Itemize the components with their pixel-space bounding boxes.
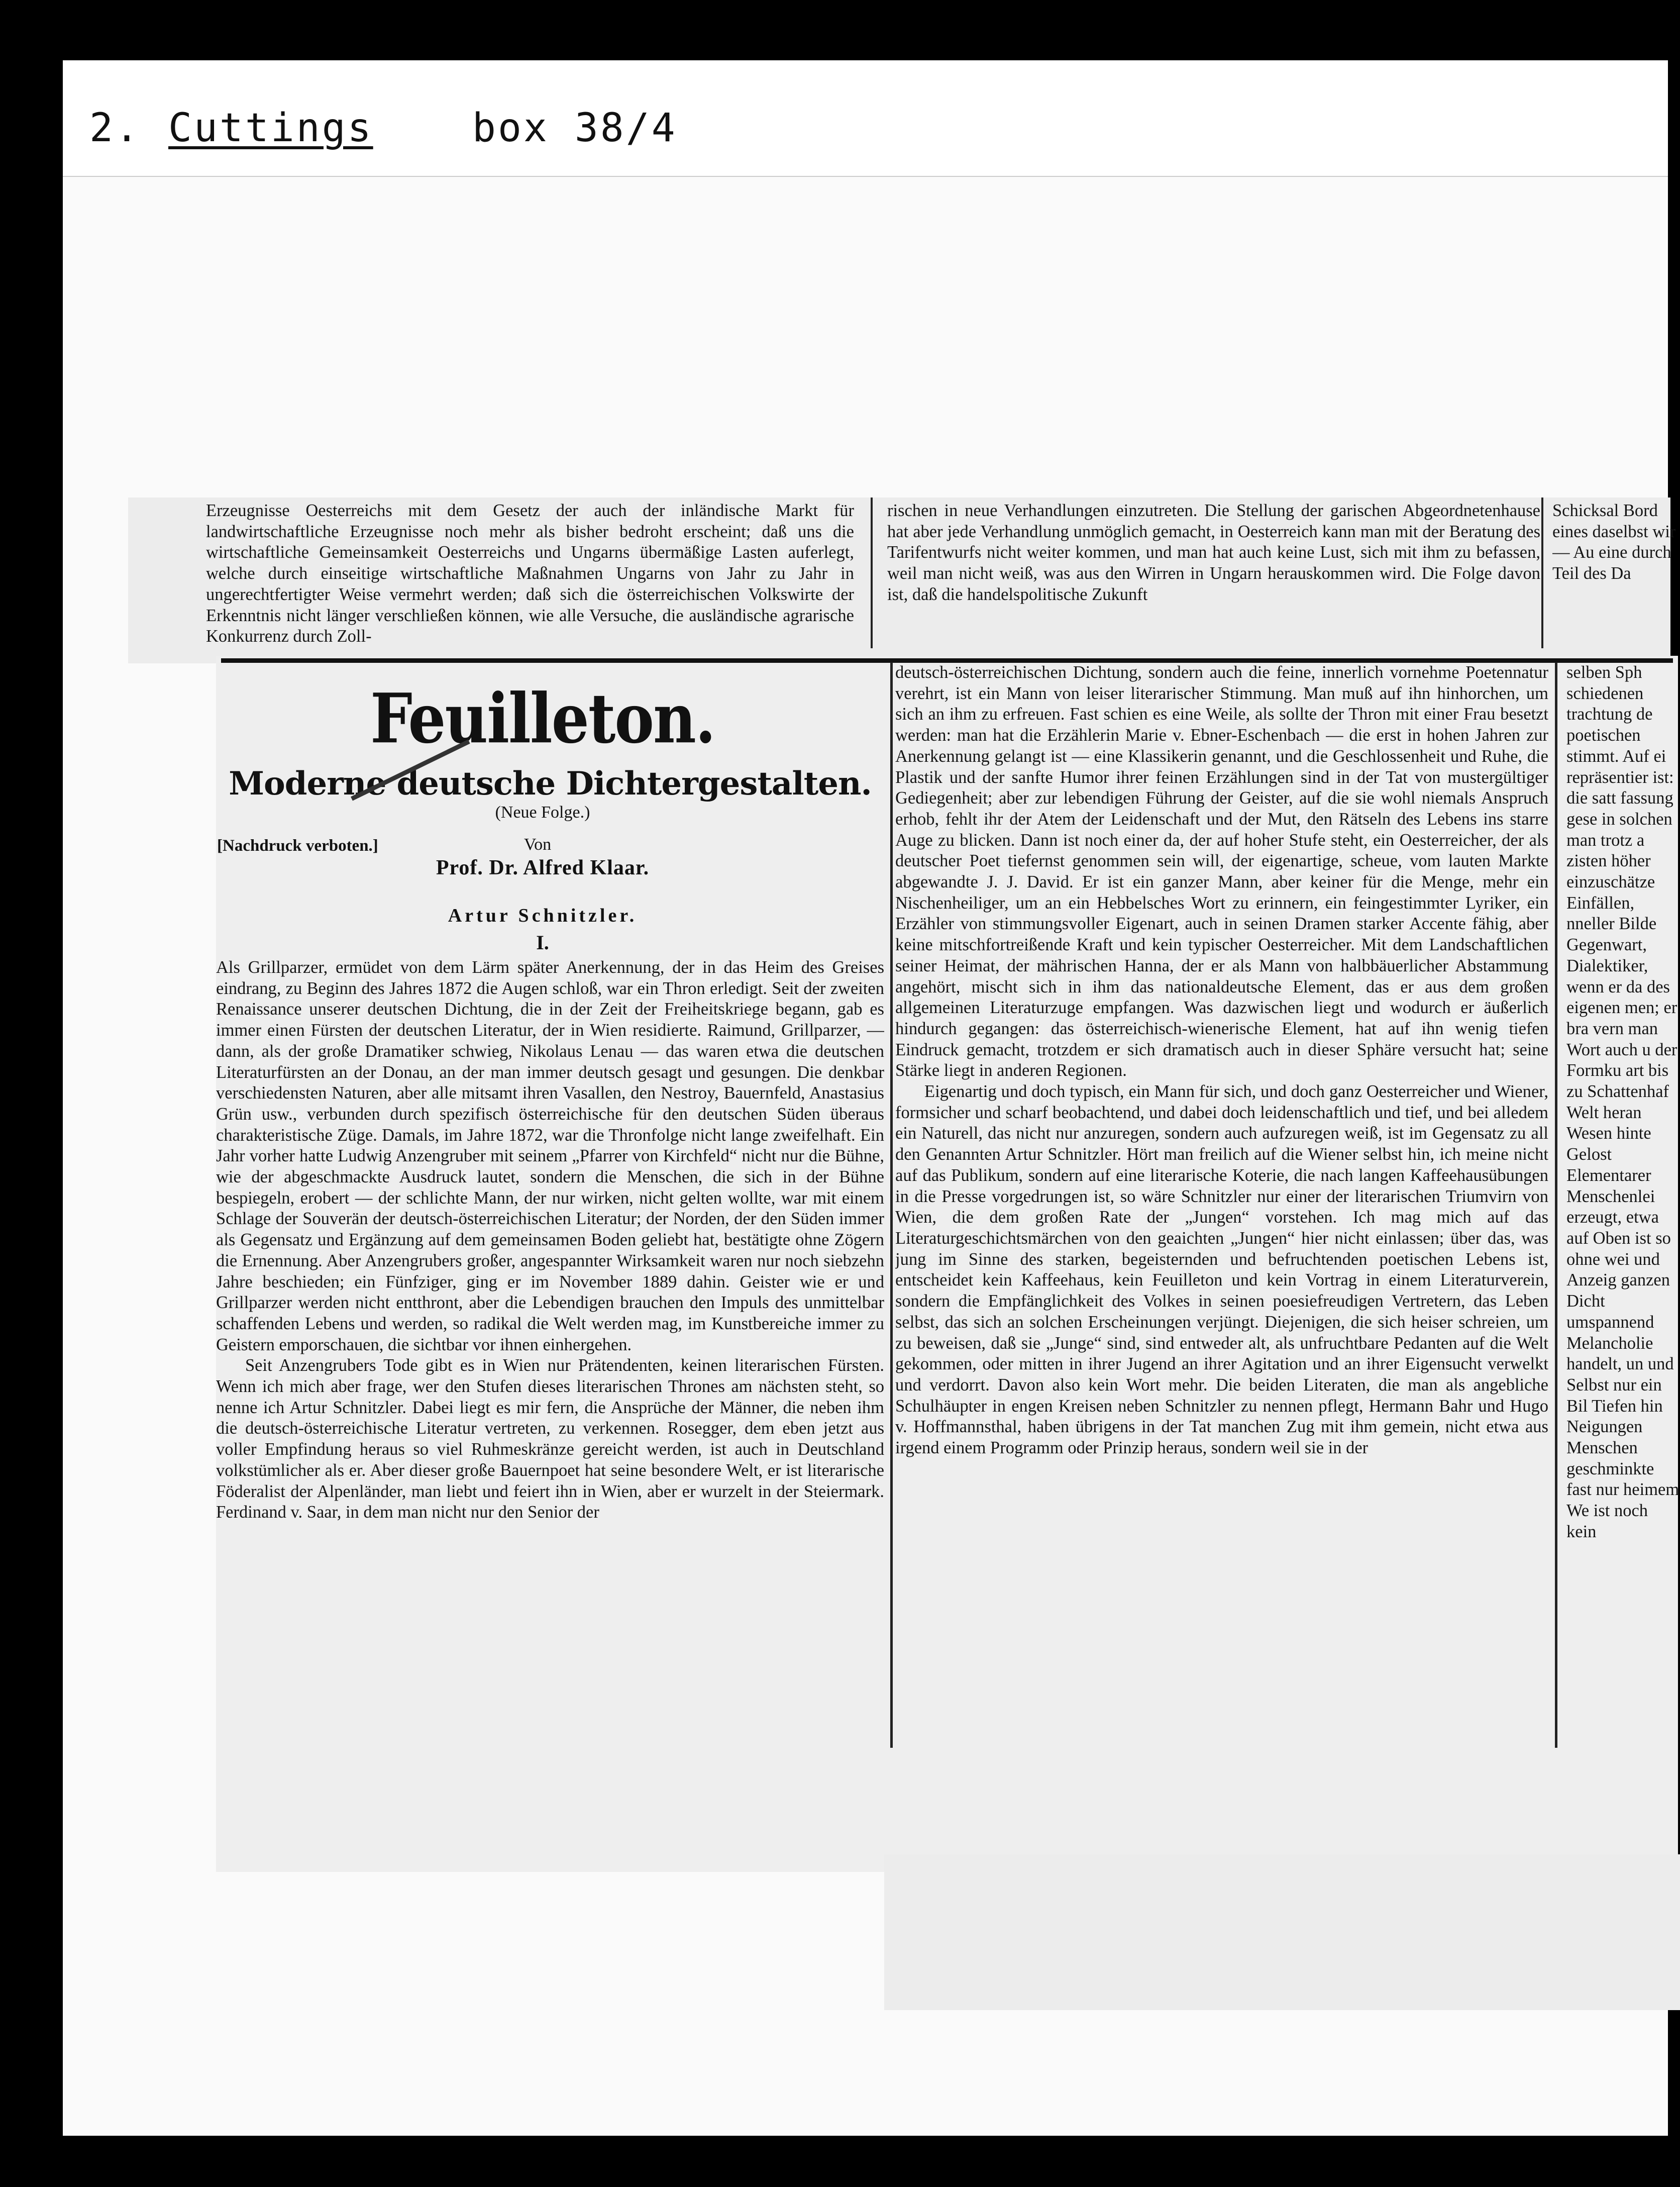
section-number: I. — [536, 931, 549, 954]
column-rule — [1555, 662, 1557, 1748]
archive-label-category: Cuttings — [168, 106, 373, 151]
feuilleton-column-1 — [216, 957, 884, 1741]
top-article-right-column: Schicksal Bord eines daselbst wir — Au eine durch Teil des Da — [1552, 501, 1676, 583]
series-note: (Neue Folge.) — [495, 803, 590, 822]
top-article-middle-column: rischen in neue Verhandlungen einzutreten. Die Stellung der garischen Abgeordnetenhause hat aber jede Verhandlung unmöglich gemacht, in Oesterreich kann man mit der Beratung des Tarifentwurfs nicht weiter kommen, und man hat auch keine Lust, sich mit ihm zu befassen, weil man nicht weiß, was aus den Wirren in Ungarn herauskommen wird. Die Folge davon ist, daß die handelspolitische Zukunft — [887, 501, 1540, 604]
paragraph: deutsch-österreichischen Dichtung, sondern auch die feine, innerlich vornehme Poetennatur verehrt, ist ein Mann von leiser literarischer Stimmung. Man muß auf ihn hinhorchen, um sich an ihm zu erfreuen. Fast schien es eine Weile, als sollte der Thron mit einer Frau besetzt werden: man hat die Erzählerin Marie v. Ebner-Eschenbach — die erst in hohen Jahren zur Anerkennung gelangt ist — eine Klassikerin genannt, und die Geschlossenheit und Ruhe, die Plastik und der sanfte Humor ihrer feinen Erzählungen sind in der Tat von mustergültiger Gediegenheit; aber zur lebendigen Führung der Geister, auf die sie wohl niemals Anspruch erhob, fehlt ihr der Atem der Leidenschaft und der Mut, den Rätseln des Lebens ins starre Auge zu blicken. Dann ist noch einer da, der auf hoher Stufe steht, ein Oesterreicher, der als deutscher Poet tiefernst genommen sein will, der eigenartige, scheue, vom lauten Markte abgewandte J. J. David. Er ist ein ganzer Mann, aber keiner für die Menge, mehr ein Nischenheiliger, um an ein Hebbelsches Wort zu erinnern, ein feingestimmter Lyriker, ein Erzähler von stimmungsvoller Eigenart, auch in seinen Dramen starker Accente fähig, aber keine mitschfortreißende Kraft und kein typischer Oesterreicher. Mit dem Landschaftlichen seiner Heimat, der mährischen Hanna, der er als Mann von halbbäuerlicher Abstammung angehört, mischt sich in ihm das nationaldeutsche Element, das er aus dem großen allgemeinen Literaturzuge empfangen. Was dazwischen liegt und wodurch er äußerlich hindurch gegangen: das österreichisch-wienerische Element, hat auf ihn wenig tiefen Eindruck gemacht, trotzdem er sich dramatisch auch in dieser Sphäre versucht hat; seine Stärke liegt in anderen Regionen. — [895, 663, 1548, 1080]
column-rule — [1541, 498, 1543, 648]
column-rule — [871, 498, 873, 648]
archive-label-number: 2. — [89, 106, 141, 151]
paragraph: Seit Anzengrubers Tode gibt es in Wien nur Prätendenten, keinen literarischen Fürsten. Wenn ich mich aber frage, wer den Stufen dieses literarischen Thrones am nächsten steht, so nenne ich Artur Schnitzler. Dabei liegt es mir fern, die Ansprüche der Männer, die neben ihm die deutsch-österreichische Literatur vertreten, zu verkennen. Rosegger, dem eben jetzt aus voller Empfindung heraus so viel Ruhmeskränze gereicht werden, ist auch in Deutschland volkstümlicher als er. Aber dieser große Bauernpoet hat seine besondere Welt, er ist literarische Föderalist der Alpenländer, man liebt und feiert ihn in Wien, aber er wurzelt in der Steiermark. Ferdinand v. Saar, in dem man nicht nur den Senior der — [216, 1356, 884, 1522]
archive-label-box: box 38/4 — [472, 106, 677, 151]
section-heading: Artur Schnitzler. — [448, 905, 638, 926]
top-article-left-column: Erzeugnisse Oesterreichs mit dem Gesetz der auch der inländische Markt für landwirtschaftliche Erzeugnisse noch mehr als bisher bedroht erscheint; daß uns die wirtschaftliche Gemeinsamkeit Oesterreichs und Ungarns übermäßige Lasten auferlegt, welche durch einseitige wirtschaftliche Maßnahmen Ungarns von Jahr zu Jahr in ungerechtfertigter Weise vermehrt werden; daß sich die österreichischen Volkswirte der Erkenntnis nicht länger verschließen können, wie alle Versuche, die ausländische agrarische Konkurrenz durch Zoll- — [206, 501, 854, 646]
feuilleton-heading: Feuilleton. — [370, 678, 715, 759]
feuilleton-column-3: selben Sph schiedenen trachtung de poetischen stimmt. Auf ei repräsentier ist: die satt fassung gese in solchen man trotz a zisten höher einzuschätze Einfällen, nneller Bilde Gegenwart, Dialektiker, wenn er da des eigenen men; er bra vern man Wort auch u der Formku art bis zu Schattenhaf Welt heran Wesen hinte Gelost Elementarer Menschenlei erzeugt, etwa auf Oben ist so ohne wei und Anzeig ganzen Dicht umspannend Melancholie handelt, un und Selbst nur ein Bil Tiefen hin Neigungen Menschen geschminkte fast nur heimem We ist noch kein — [1566, 663, 1679, 1541]
column-rule — [890, 662, 893, 1748]
clipping-lower-part — [884, 1854, 1680, 2010]
paragraph: Als Grillparzer, ermüdet von dem Lärm später Anerkennung, der in das Heim des Greises eindrang, zu Beginn des Jahres 1872 die Augen schloß, war ein Thron erledigt. Seit der zweiten Renaissance unserer deutschen Dichtung, die in der Zeit der Freiheitskriege begann, gab es immer einen Fürsten der deutschen Literatur, der in Wien residierte. Raimund, Grillparzer, — dann, als der große Dramatiker schwieg, Nikolaus Lenau — das waren etwa die deutschen Literaturfürsten an der Donau, an der man immer deutsch gesagt und gesungen. Die denkbar verschiedensten Naturen, aber alle mitsamt ihren Vasallen, den Nestroy, Bauernfeld, Anastasius Grün usw., verbunden durch spezifisch österreichische für den deutschen Süden überaus charakteristische Züge. Damals, im Jahre 1872, war die Thronfolge nicht lange zweifelhaft. Ein Jahr vorher hatte Ludwig Anzengruber mit seinem „Pfarrer von Kirchfeld“ nicht nur die Bühne, wie der abgeschmackte Ausdruck lautet, sondern die Menschen, die sich in der Bühne bespiegeln, erobert — der schlichte Mann, der nur wirken, nicht gelten wollte, war mit einem Schlage der Souverän der deutsch-österreichischen Literatur; der Norden, der den Süden immer als Gegensatz und Ergänzung auf dem gemeinsamen Boden geliebt hat, bestätigte ohne Zögern die Ernennung. Aber Anzengrubers großer, angespannter Wirksamkeit waren nur noch siebzehn Jahre beschieden; ein Fünfziger, ging er im November 1889 dahin. Geister wie er und Grillparzer werden nicht entthront, aber die Lebendigen brauchen den Impuls des unmittelbar schaffenden Lebens und werden, so radikal die Welt werden mag, im Kunstbereiche immer zu Geistern emporschauen, die sichtbar vor ihnen einhergehen. — [216, 958, 884, 1354]
feuilleton-column-2 — [895, 662, 1548, 1743]
author-name: Prof. Dr. Alfred Klaar. — [436, 856, 650, 879]
paragraph: Eigenartig und doch typisch, ein Mann für sich, und doch ganz Oesterreicher und Wiener, formsicher und scharf beobachtend, und dabei doch leidenschaftlich und tief, und bei alledem ein Naturell, das nicht nur anzuregen, sondern auch aufzuregen weiß, ist im Gegensatz zu all den Genannten Artur Schnitzler. Hört man freilich auf die Wiener selbst hin, ich meine nicht auf das Publikum, sondern auf eine literarische Koterie, die nach langen Kaffeehausübungen in die Presse vorgedrungen ist, so wäre Schnitzler nur einer der literarischen Triumvirn von Wien, die dem großen Rate der „Jungen“ vorstehen. Ich mag mich auf das Literaturgeschichtsmärchen von den geaichten „Jungen“ hier nicht einlassen; über das, was jung im Sinne des starken, begeisternden und befruchtenden poetischen Lebens ist, entscheidet kein Kaffeehaus, kein Feuilleton und kein Vortrag in einem Literaturverein, sondern die Empfänglichkeit des Volkes in seinen poesiefreudigen Vertretern, das Leben selbst, das sich an solchen Erscheinungen verjüngt. Diejenigen, die sich heiser schreien, um zu beweisen, daß sie „Junge“ sind, sind entweder alt, als unfruchtbare Pedanten auf die Welt gekommen, oder mitten in ihrer Jugend an ihrer Agitation und an ihrer Eigensucht verwelkt und verdorrt. Davon also kein Wort mehr. Die beiden Literaten, die man als angebliche Schulhäupter in engen Kreisen neben Schnitzler zu nennen pflegt, Hermann Bahr und Hugo v. Hoffmannsthal, haben übrigens in der Tat manchen Zug mit ihm gemein, nicht etwa aus irgend einem Programm oder Prinzip heraus, sondern weil sie in der — [895, 1082, 1548, 1458]
article-title: Moderne deutsche Dichtergestalten. — [229, 765, 872, 803]
reprint-notice: [Nachdruck verboten.] — [217, 837, 378, 855]
byline-by: Von — [523, 835, 552, 854]
